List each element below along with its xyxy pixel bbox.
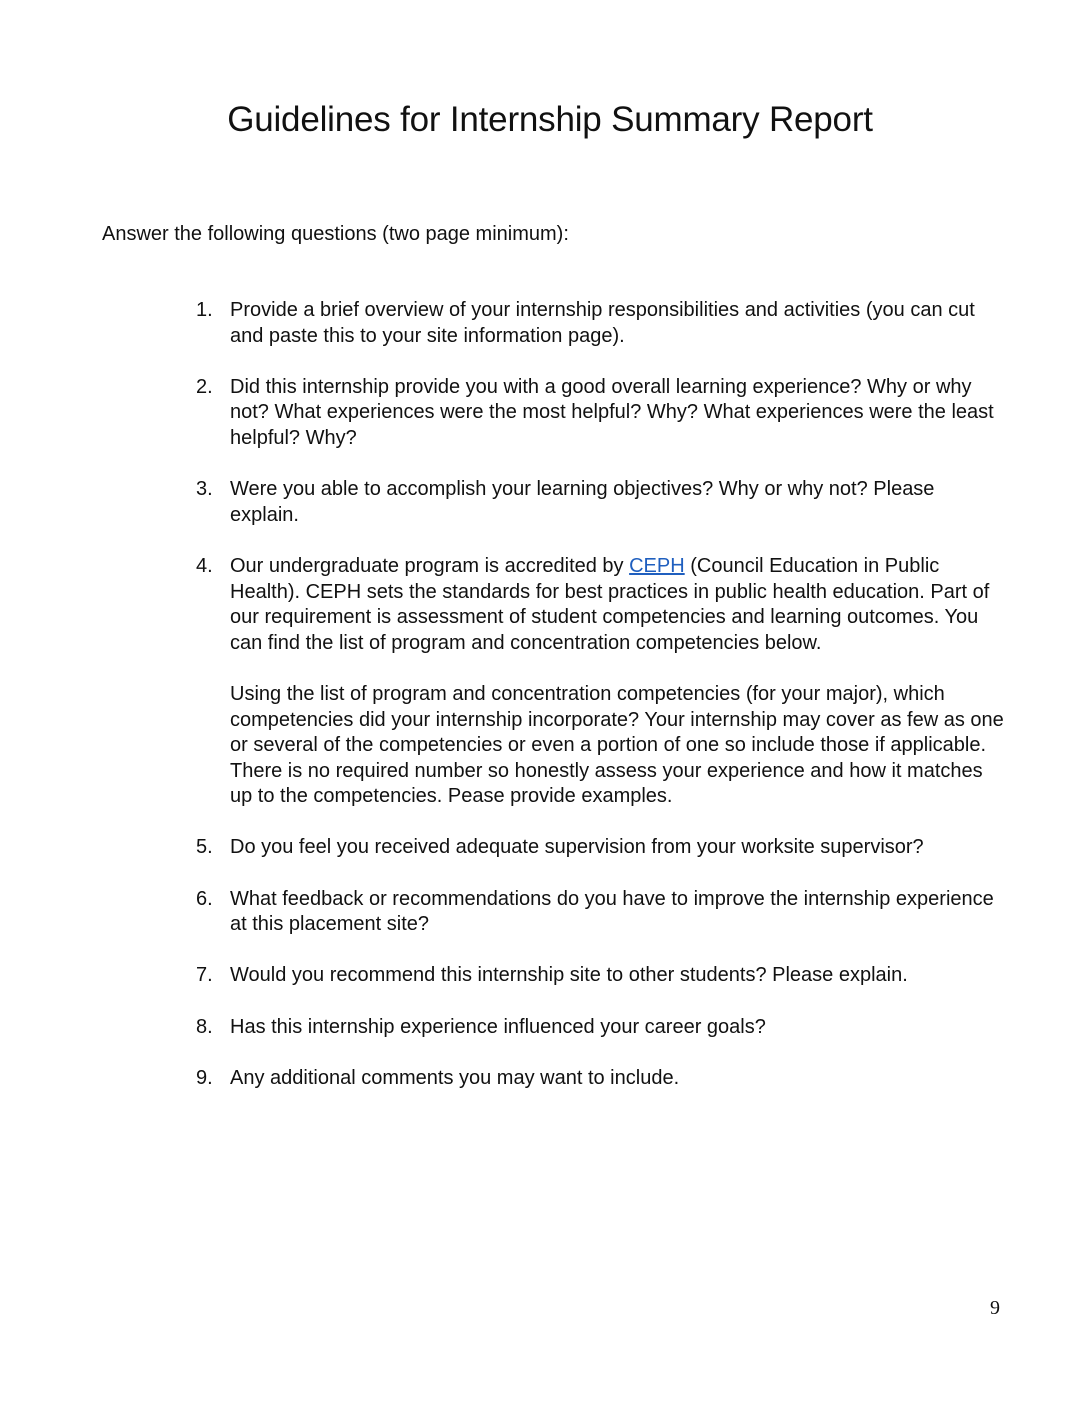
- question-body: [230, 963, 1006, 989]
- question-item-6: [196, 887, 1006, 938]
- question-text: Were you able to accomplish your learning objectives? Why or why not? Please explain.: [230, 478, 935, 526]
- question-text: Provide a brief overview of your internship responsibilities and activities (you can cut and paste this to your site information page).: [230, 299, 975, 347]
- question-item-5: [196, 835, 1006, 861]
- question-text: [230, 554, 1006, 656]
- page-title: Guidelines for Internship Summary Report: [227, 100, 873, 139]
- question-body: [230, 1015, 1006, 1041]
- question-body: [230, 1066, 1006, 1092]
- question-item-4: [196, 554, 1006, 810]
- question-number: 2.: [196, 375, 213, 398]
- page-number: 9: [990, 1297, 1000, 1319]
- question-number: 8.: [196, 1015, 213, 1038]
- question-text: Would you recommend this internship site to other students? Please explain.: [230, 964, 908, 987]
- question-body: [230, 477, 1006, 528]
- question-number: 3.: [196, 478, 213, 501]
- question-text: Any additional comments you may want to include.: [230, 1066, 680, 1089]
- question-number: 7.: [196, 964, 213, 987]
- question-item-9: [196, 1066, 1006, 1092]
- question-item-7: [196, 963, 1006, 989]
- question-number: 1.: [196, 299, 213, 321]
- question-text-after-link: (Council Education in Public Health). CEPH sets the standards for best practices in public health education. Part of our requirement is assessment of student competencies and learning outcomes. You can find the list of program and concentration competencies below.: [230, 554, 990, 654]
- ceph-link[interactable]: CEPH: [629, 554, 685, 577]
- question-item-2: [196, 375, 1006, 452]
- question-number: 5.: [196, 836, 213, 859]
- question-text-before-link: Our undergraduate program is accredited by: [230, 554, 630, 577]
- question-item-3: [196, 477, 1006, 528]
- question-body: [230, 835, 1006, 861]
- question-text: Did this internship provide you with a good overall learning experience? Why or why not? What experiences were the most helpful? Why? What experiences were the least helpful? Why?: [230, 375, 994, 449]
- intro-text: Answer the following questions (two page minimum):: [102, 223, 569, 245]
- question-text: Has this internship experience influenced your career goals?: [230, 1015, 766, 1038]
- question-body: [230, 554, 1006, 810]
- question-list: [196, 298, 1006, 1091]
- question-text: What feedback or recommendations do you have to improve the internship experience at this placement site?: [230, 887, 994, 936]
- question-body: [230, 375, 1006, 452]
- question-body: [230, 298, 1006, 349]
- question-number: 9.: [196, 1066, 213, 1089]
- question-number: 6.: [196, 887, 213, 910]
- question-body: [230, 887, 1006, 938]
- question-number: 4.: [196, 554, 213, 577]
- question-text-paragraph-2: Using the list of program and concentration competencies (for your major), which competencies did your internship incorporate? Your internship may cover as few as one or several of the competencies or even a portion of one so include those if applicable. There is no required number so honestly assess your experience and how it matches up to the competencies. Pease provide examples.: [230, 682, 1004, 808]
- question-item-1: [196, 298, 1006, 349]
- question-text: Do you feel you received adequate supervision from your worksite supervisor?: [230, 836, 924, 859]
- question-item-8: [196, 1015, 1006, 1041]
